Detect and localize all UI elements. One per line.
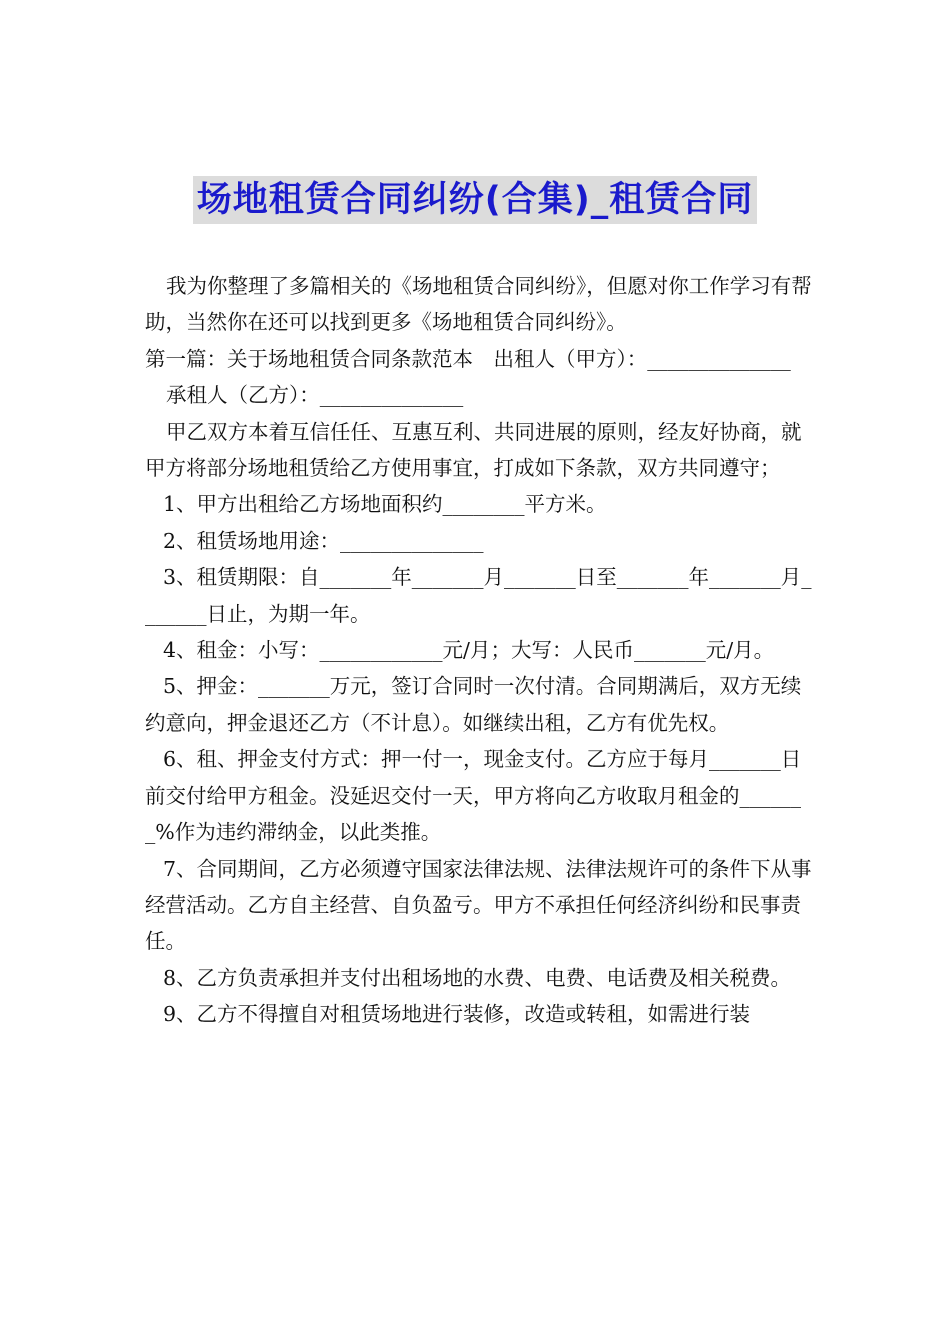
clause-2: 2、租赁场地用途：______________ bbox=[163, 528, 484, 553]
clause-9: 9、乙方不得擅自对租赁场地进行装修，改造或转租，如需进行装 bbox=[163, 1002, 751, 1027]
clause-8: 8、乙方负责承担并支付出租场地的水费、电费、电话费及相关税费。 bbox=[163, 965, 792, 990]
clause-3: 3、租赁期限：自_______年_______月_______日至_______年_______月_______日止，为期一年。 bbox=[145, 565, 812, 626]
document-body bbox=[145, 268, 817, 1033]
clause-6: 6、租、押金支付方式：押一付一，现金支付。乙方应于每月_______日前交付给甲方租金。没延迟交付一天，甲方将向乙方收取月租金的_______%作为违约滞纳金，以此类推。 bbox=[145, 747, 802, 845]
section-heading-lessor: 第一篇：关于场地租赁合同条款范本 出租人（甲方）：______________ bbox=[145, 346, 791, 371]
intro-paragraph: 我为你整理了多篇相关的《场地租赁合同纠纷》，但愿对你工作学习有帮助，当然你在还可以找到更多《场地租赁合同纠纷》。 bbox=[145, 274, 812, 335]
preamble-paragraph: 甲乙双方本着互信任任、互惠互利、共同进展的原则，经友好协商，就甲方将部分场地租赁给乙方使用事宜，打成如下条款，双方共同遵守； bbox=[145, 419, 802, 481]
clause-7: 7、合同期间，乙方必须遵守国家法律法规、法律法规许可的条件下从事经营活动。乙方自主经营、自负盈亏。甲方不承担任何经济纠纷和民事责任。 bbox=[145, 856, 812, 954]
clause-4: 4、租金：小写：____________元/月；大写：人民币_______元/月。 bbox=[163, 638, 775, 663]
document-title: 场地租赁合同纠纷(合集)_租赁合同 bbox=[193, 176, 758, 224]
clause-5: 5、押金：_______万元，签订合同时一次付清。合同期满后，双方无续约意向，押金退还乙方（不计息）。如继续出租，乙方有优先权。 bbox=[145, 674, 802, 735]
lessee-line: 承租人（乙方）：______________ bbox=[166, 383, 464, 408]
clause-1: 1、甲方出租给乙方场地面积约________平方米。 bbox=[163, 492, 607, 517]
title-wrap bbox=[0, 176, 950, 224]
